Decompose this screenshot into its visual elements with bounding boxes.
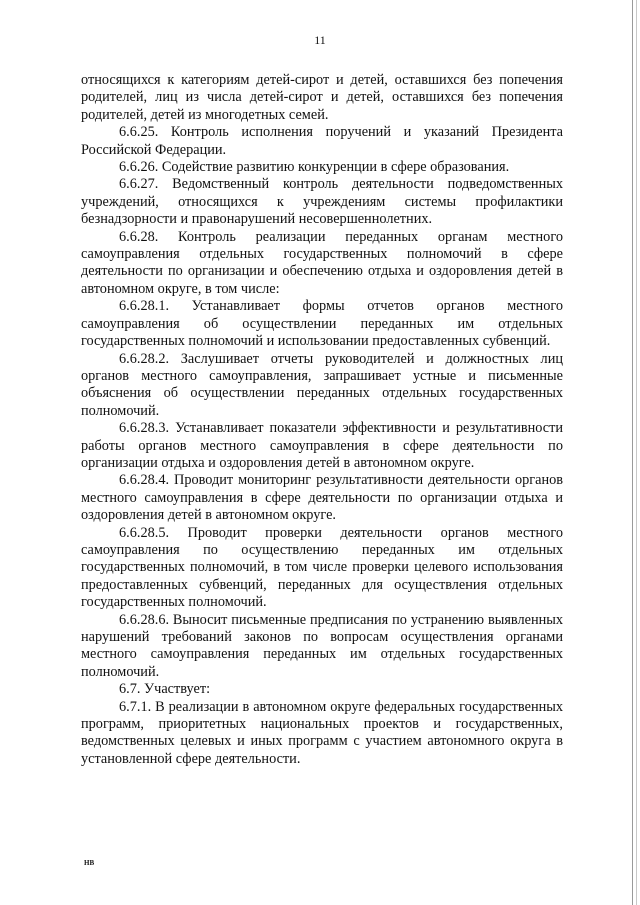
paragraph: 6.6.26. Содействие развитию конкуренции в сфере образования. [119,159,510,176]
paragraph: 6.6.28.6. Выносит письменные предписания по устранению выявленных нарушений требований законов по вопросам осуществления органами местного самоуправления переданных им отдельных государственных полномочий. [81,611,563,680]
paragraph: 6.6.28.4. Проводит мониторинг результативности деятельности органов местного самоуправления в сфере деятельности по организации отдыха и оздоровления детей в автономном округе. [81,472,563,524]
footer-initials: НВ [84,859,95,867]
paragraph: 6.6.28.3. Устанавливает показатели эффективности и результативности работы органов местного самоуправления в сфере деятельности по организации отдыха и оздоровления детей в автономном округе. [81,420,563,471]
page-number: 11 [314,33,326,47]
paragraph: относящихся к категориям детей-сирот и детей, оставшихся без попечения родителей, лиц из числа детей-сирот и детей, оставшихся без попечения родителей, детей из многодетных семей. [81,72,563,123]
paragraph: 6.6.28.5. Проводит проверки деятельности органов местного самоуправления по осуществлению переданных им отдельных государственных полномочий, в том числе проверки целевого использования предоставленных субвенций, переданных для осуществления отдельных государственных полномочий. [81,524,563,611]
paragraph: 6.6.28.1. Устанавливает формы отчетов органов местного самоуправления об осуществлении переданных им отдельных государственных полномочий и использовании предоставленных субвенций. [81,298,563,350]
paragraph: 6.6.28.2. Заслушивает отчеты руководителей и должностных лиц органов местного самоуправления, запрашивает устные и письменные объяснения об осуществлении переданных отдельных государственных полномочий. [81,350,563,419]
scan-edge-line [632,0,633,905]
document-body [81,72,563,768]
scan-edge-line-outer [636,0,637,905]
paragraph: 6.7. Участвует: [119,681,211,698]
paragraph: 6.6.28. Контроль реализации переданных органам местного самоуправления отдельных государственных полномочий в сфере деятельности по организации и обеспечению отдыха и оздоровления детей в автономном округе, в том числе: [81,228,563,297]
paragraph: 6.6.27. Ведомственный контроль деятельности подведомственных учреждений, относящихся к учреждениям системы профилактики безнадзорности и правонарушений несовершеннолетних. [81,176,563,228]
paragraph: 6.7.1. В реализации в автономном округе федеральных государственных программ, приоритетных национальных проектов и государственных, ведомственных целевых и иных программ с участием автономного округа в установленной сфере деятельности. [81,698,563,767]
paragraph: 6.6.25. Контроль исполнения поручений и указаний Президента Российской Федерации. [81,124,563,158]
